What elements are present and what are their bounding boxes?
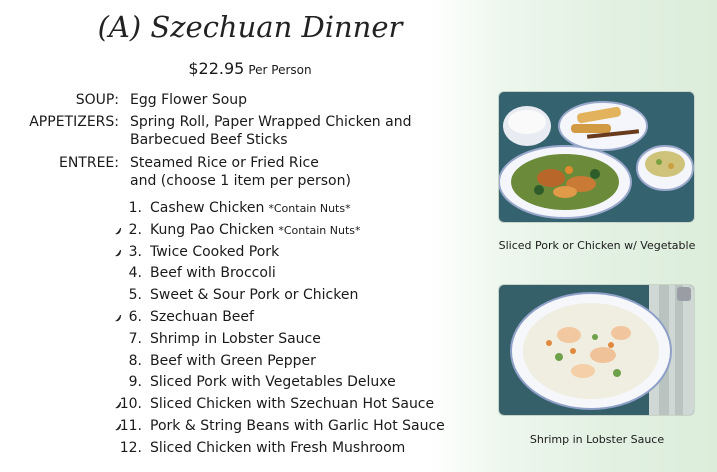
menu-item-name [150, 372, 396, 394]
menu-item-label: Beef with Broccoli [150, 265, 276, 282]
menu-item [0, 416, 500, 438]
menu-item-name [150, 285, 358, 307]
menu-item [0, 351, 500, 373]
menu-item-label: Sliced Pork with Vegetables Deluxe [150, 374, 396, 391]
menu-item-number: 6. [128, 308, 142, 325]
price: $22.95 [188, 59, 245, 78]
price-note: Per Person [248, 63, 312, 77]
menu-item [0, 242, 500, 264]
menu-item-number: 10. [119, 396, 142, 413]
menu-item-note: *Contain Nuts* [268, 202, 351, 215]
menu-item-number: 9. [128, 374, 142, 391]
menu-item [0, 307, 500, 329]
price-line [0, 59, 500, 78]
menu-item-name [150, 438, 405, 460]
menu-item [0, 220, 500, 242]
menu-item-number: 7. [128, 330, 142, 347]
menu-item-name [150, 220, 361, 242]
menu-item [0, 198, 500, 220]
menu-item-label: Pork & String Beans with Garlic Hot Sauce [150, 417, 445, 434]
menu-item-number: 12. [119, 439, 142, 456]
menu-item-note: *Contain Nuts* [278, 223, 361, 237]
appetizers-label: APPETIZERS: [29, 114, 119, 130]
caption-top: Sliced Pork or Chicken w/ Vegetable [498, 239, 696, 252]
appetizers-line-2: Barbecued Beef Sticks [130, 132, 288, 148]
menu-item-name [150, 351, 316, 373]
menu-item [0, 438, 500, 460]
menu-item-number: 5. [128, 287, 142, 304]
menu-item-label: Shrimp in Lobster Sauce [150, 330, 321, 347]
entree-line-2: and (choose 1 item per person) [130, 173, 351, 189]
menu-item [0, 329, 500, 351]
menu-item-label: Twice Cooked Pork [150, 243, 280, 260]
menu-item-label: Szechuan Beef [150, 308, 254, 325]
caption-bottom: Shrimp in Lobster Sauce [529, 433, 665, 446]
menu-item-name [150, 394, 434, 416]
menu-item-label: Kung Pao Chicken [150, 221, 275, 238]
appetizers-line-1: Spring Roll, Paper Wrapped Chicken and [130, 114, 412, 130]
menu-item-label: Sweet & Sour Pork or Chicken [150, 287, 359, 304]
dish-photo-shrimp [499, 285, 694, 415]
soup-label: SOUP: [75, 92, 119, 108]
dish-photo-sliced-pork [499, 92, 694, 222]
menu-item [0, 394, 500, 416]
menu-item-number: 1. [128, 200, 142, 216]
appetizers-value [130, 113, 470, 149]
entree-line-1: Steamed Rice or Fried Rice [130, 155, 319, 171]
entree-value [130, 154, 470, 190]
menu-item-label: Cashew Chicken [150, 200, 265, 216]
menu-item-name [150, 198, 351, 220]
entree-label: ENTREE: [58, 155, 119, 171]
menu-item-name [150, 307, 254, 329]
menu-item-number: 2. [128, 221, 142, 238]
menu-item [0, 372, 500, 394]
menu-item-name [150, 329, 321, 351]
menu-item-name [150, 416, 445, 438]
menu-item-name [150, 242, 279, 264]
menu-item-number: 8. [128, 352, 142, 369]
soup-value: Egg Flower Soup [130, 92, 248, 108]
entree-list [0, 198, 500, 460]
menu-item-number: 4. [128, 265, 142, 282]
menu-title: (A) Szechuan Dinner [97, 10, 403, 44]
menu-item [0, 263, 500, 285]
menu-item-number: 3. [128, 243, 142, 260]
menu-item-number: 11. [119, 417, 142, 434]
menu-item-label: Beef with Green Pepper [150, 352, 316, 369]
menu-item-label: Sliced Chicken with Fresh Mushroom [150, 439, 406, 456]
menu-item [0, 285, 500, 307]
menu-item-label: Sliced Chicken with Szechuan Hot Sauce [150, 396, 435, 413]
menu-item-name [150, 263, 276, 285]
